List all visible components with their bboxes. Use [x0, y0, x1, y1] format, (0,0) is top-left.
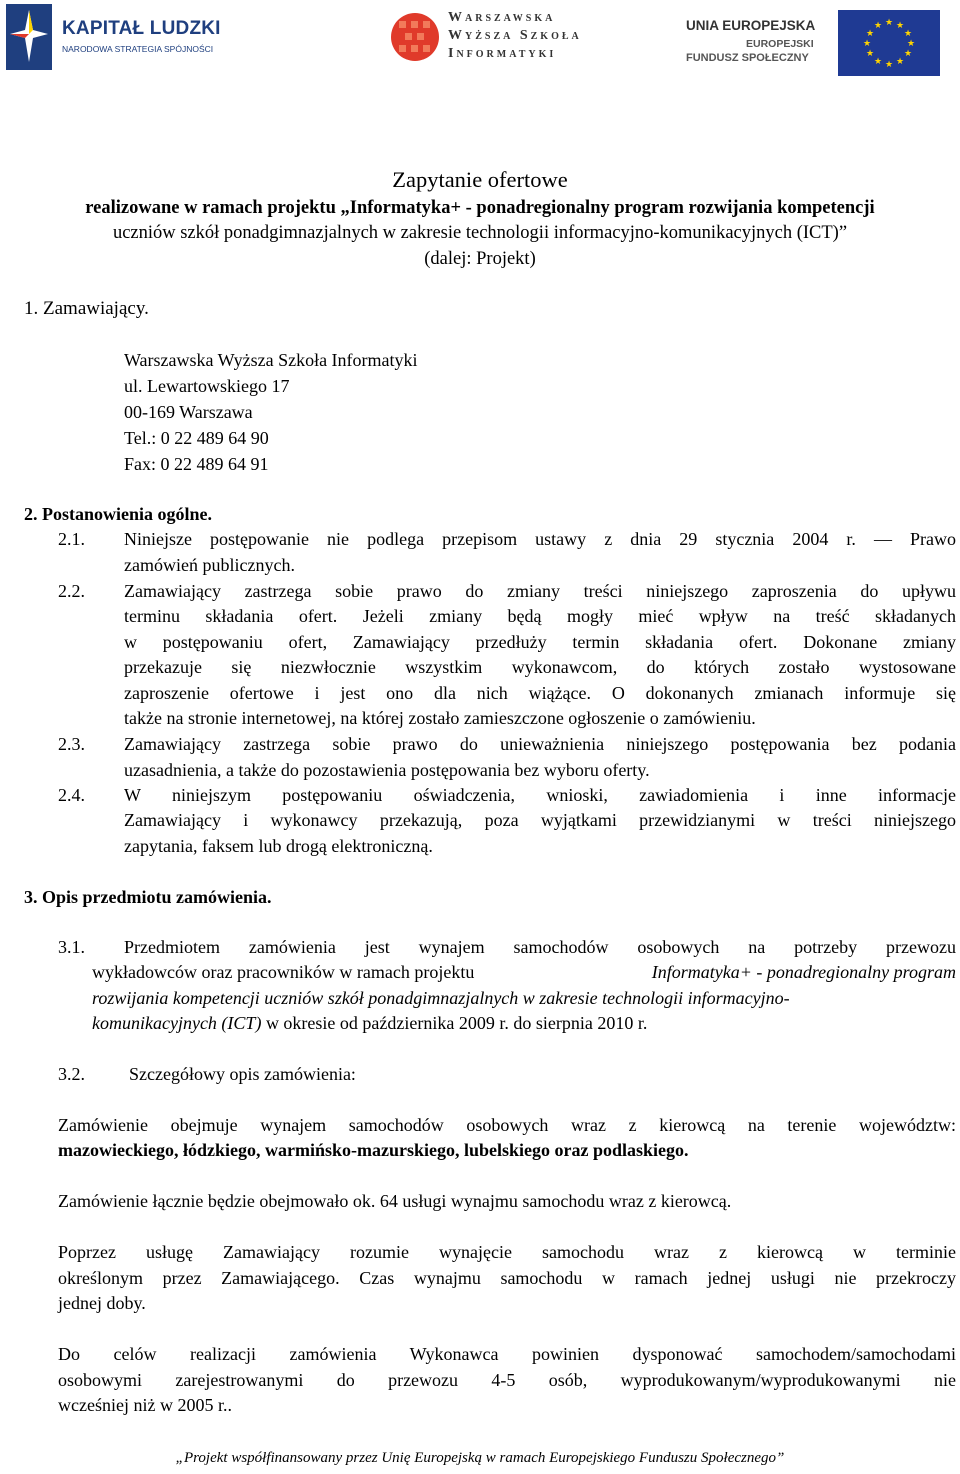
project-name-italic: Informatyka+ - ponadregionalny program: [651, 962, 956, 982]
header-line-1: realizowane w ramach projektu „Informatyka+ - ponadregionalny program rozwijania kompetencji: [85, 198, 875, 218]
paragraph-line: wcześniej niż w 2005 r..: [58, 1395, 232, 1415]
item-number: 2.3.: [58, 734, 85, 754]
project-name-italic: komunikacyjnych (ICT): [92, 1013, 262, 1033]
address-line: 00-169 Warszawa: [124, 402, 253, 422]
item-2-2-line: także na stronie internetowej, na której zostało zamieszczone ogłoszenie o zamówieniu.: [124, 708, 756, 728]
item-3-2-text: Szczegółowy opis zamówienia:: [129, 1064, 356, 1084]
ue-line-1: UNIA EUROPEJSKA: [686, 18, 816, 33]
svg-text:★: ★: [865, 29, 875, 39]
kapital-ludzki-title: KAPITAŁ LUDZKI: [62, 18, 221, 39]
wwsi-logo: [388, 8, 588, 68]
item-3-1-text: wykładowców oraz pracowników w ramach projektu: [92, 962, 475, 982]
svg-text:★: ★: [884, 60, 894, 70]
item-2-1-line: zamówień publicznych.: [124, 555, 295, 575]
kapital-ludzki-subtitle: NARODOWA STRATEGIA SPÓJNOŚCI: [62, 44, 214, 54]
item-number: 3.2.: [58, 1064, 85, 1084]
item-2-4-line: zapytania, faksem lub drogą elektroniczną.: [124, 836, 433, 856]
address-line: Tel.: 0 22 489 64 90: [124, 428, 269, 448]
paragraph-line: jednej doby.: [58, 1293, 146, 1313]
section-1-heading: 1. Zamawiający.: [24, 298, 149, 319]
item-2-4-line: Zamawiający i wykonawcy przekazują, poza wyjątkami przewidzianymi w treści niniejszego: [124, 810, 956, 830]
section-2-heading: 2. Postanowienia ogólne.: [24, 504, 213, 524]
wwsi-line-3: Informatyki: [448, 46, 557, 61]
item-2-3-line: uzasadnienia, a także do pozostawienia postępowania bez wyboru oferty.: [124, 760, 650, 780]
header-line-2: uczniów szkół ponadgimnazjalnych w zakresie technologii informacyjno-komunikacyjnych (ICT)”: [112, 223, 848, 243]
item-number: 3.1.: [58, 937, 85, 957]
wwsi-line-1: Warszawska: [448, 10, 556, 25]
svg-text:★: ★: [862, 39, 872, 49]
paragraph-line: Zamówienie obejmuje wynajem samochodów osobowych wraz z kierowcą na terenie województw:: [58, 1115, 956, 1135]
item-3-1-line: [92, 1013, 647, 1034]
svg-text:★: ★: [906, 39, 916, 49]
item-3-1-line: rozwijania kompetencji uczniów szkół ponadgimnazjalnych w zakresie technologii informacyjno-: [92, 988, 790, 1008]
address-line: ul. Lewartowskiego 17: [124, 376, 290, 396]
item-number: 2.4.: [58, 785, 85, 805]
paragraph-line: określonym przez Zamawiającego. Czas wynajmu samochodu w ramach jednej usługi nie przekroczy: [58, 1268, 956, 1288]
kapital-ludzki-logo: [6, 4, 221, 72]
wwsi-line-2: Wyższa Szkoła: [448, 28, 582, 43]
ue-logo-text: [686, 10, 846, 70]
item-2-2-line: przekazuje się niezwłocznie wszystkim wykonawcom, do których zostało wystosowane: [124, 657, 956, 677]
logo-bar: [0, 0, 960, 80]
item-2-2-line: Zamawiający zastrzega sobie prawo do zmiany treści niniejszego zaproszenia do upływu: [124, 581, 956, 601]
address-line: Warszawska Wyższa Szkoła Informatyki: [124, 350, 418, 370]
header-line-3: (dalej: Projekt): [424, 249, 536, 269]
svg-text:★: ★: [895, 57, 905, 67]
svg-text:★: ★: [873, 21, 883, 31]
item-number: 2.2.: [58, 581, 85, 601]
document-title: Zapytanie ofertowe: [392, 167, 568, 192]
svg-text:★: ★: [903, 29, 913, 39]
kapital-ludzki-star-icon: [6, 4, 52, 70]
svg-text:★: ★: [873, 57, 883, 67]
item-2-2-line: terminu składania ofert. Jeżeli zmiany będą mogły mieć wpływ na treść składanych: [124, 606, 956, 626]
paragraph-line: Poprzez usługę Zamawiający rozumie wynajęcie samochodu wraz z kierowcą w terminie: [58, 1242, 956, 1262]
ue-line-3: FUNDUSZ SPOŁECZNY: [686, 52, 809, 64]
paragraph-line-bold: mazowieckiego, łódzkiego, warmińsko-mazurskiego, lubelskiego oraz podlaskiego.: [58, 1140, 689, 1160]
item-2-3-line: Zamawiający zastrzega sobie prawo do unieważnienia niniejszego postępowania bez podania: [124, 734, 956, 754]
item-2-2-line: zaproszenie ofertowe i jest ono dla nich wiążące. O dokonanych zmianach informuje się: [124, 683, 956, 703]
svg-text:★: ★: [865, 49, 875, 59]
paragraph-line: Do celów realizacji zamówienia Wykonawca powinien dysponować samochodem/samochodami: [58, 1344, 956, 1364]
section-3-heading: 3. Opis przedmiotu zamówienia.: [24, 887, 272, 907]
item-3-1-line: [92, 962, 956, 983]
item-3-1-line: Przedmiotem zamówienia jest wynajem samochodów osobowych na potrzeby przewozu: [124, 937, 956, 957]
ue-line-2: EUROPEJSKI: [746, 38, 814, 50]
svg-text:★: ★: [884, 18, 894, 28]
eu-flag-icon: [838, 10, 940, 76]
paragraph-line: osobowymi zarejestrowanymi do przewozu 4-5 osób, wyprodukowanym/wyprodukowanymi nie: [58, 1370, 956, 1390]
item-2-2-line: w postępowaniu ofert, Zamawiający przedłuży termin składania ofert. Dokonane zmiany: [124, 632, 956, 652]
item-2-4-line: W niniejszym postępowaniu oświadczenia, wnioski, zawiadomienia i inne informacje: [124, 785, 956, 805]
wwsi-mosaic-icon: [390, 12, 440, 62]
footer-note: „Projekt współfinansowany przez Unię Europejską w ramach Europejskiego Funduszu Społecznego”: [175, 1450, 785, 1466]
svg-text:★: ★: [903, 49, 913, 59]
item-2-1-line: Niniejsze postępowanie nie podlega przepisom ustawy z dnia 29 stycznia 2004 r. — Prawo: [124, 529, 956, 549]
item-number: 2.1.: [58, 529, 85, 549]
item-3-1-text: w okresie od października 2009 r. do sierpnia 2010 r.: [261, 1013, 648, 1033]
address-line: Fax: 0 22 489 64 91: [124, 454, 269, 474]
paragraph-line: Zamówienie łącznie będzie obejmowało ok. 64 usługi wynajmu samochodu wraz z kierowcą.: [58, 1191, 732, 1211]
svg-text:★: ★: [895, 21, 905, 31]
